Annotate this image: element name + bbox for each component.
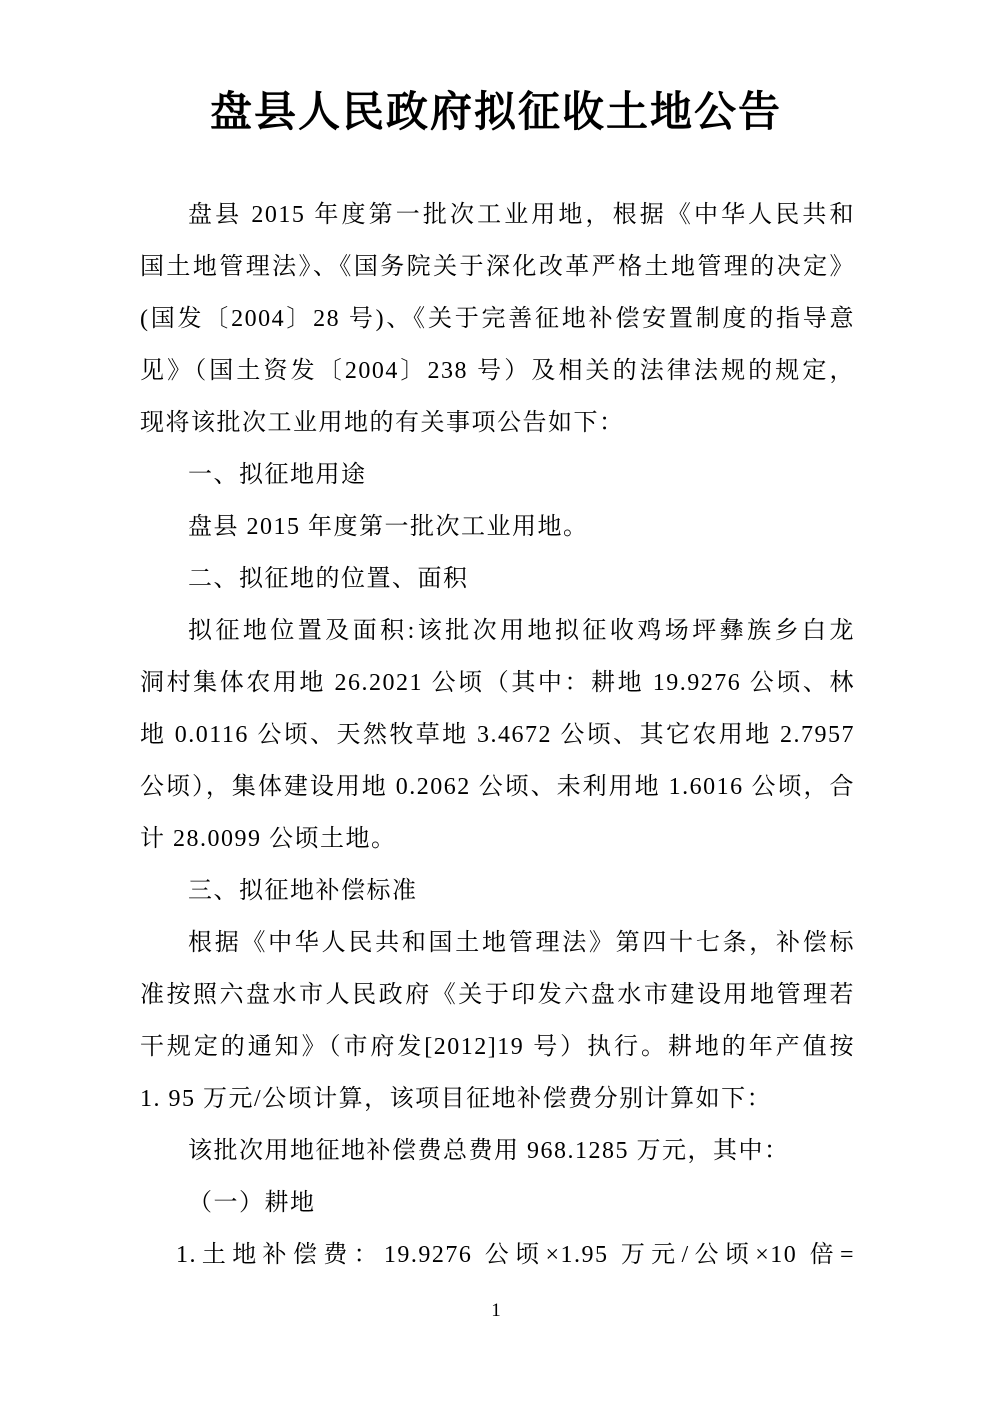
document-line: 国土地管理法》、《国务院关于深化改革严格土地管理的决定》 xyxy=(140,254,855,280)
page-title: 盘县人民政府拟征收土地公告 xyxy=(209,88,782,135)
document-line: 干规定的通知》（市府发[2012]19 号）执行。耕地的年产值按 xyxy=(140,1034,855,1060)
document-line: 准按照六盘水市人民政府《关于印发六盘水市建设用地管理若 xyxy=(140,982,855,1008)
document-line: 1.土地补偿费：19.9276 公顷×1.95 万元/公顷×10 倍= xyxy=(176,1242,855,1268)
page-number: 1 xyxy=(491,1300,501,1321)
document-body xyxy=(0,189,992,1281)
document-line: 拟征地位置及面积:该批次用地拟征收鸡场坪彝族乡白龙 xyxy=(188,618,855,644)
document-line: (国发〔2004〕28 号)、《关于完善征地补偿安置制度的指导意 xyxy=(140,306,855,332)
document-line: 盘县 2015 年度第一批次工业用地。 xyxy=(188,514,589,540)
document-line: 三、拟征地补偿标准 xyxy=(188,878,418,904)
document-line: 一、拟征地用途 xyxy=(188,462,367,488)
document-line: 二、拟征地的位置、面积 xyxy=(188,566,469,592)
document-line: 地 0.0116 公顷、天然牧草地 3.4672 公顷、其它农用地 2.7957 xyxy=(140,722,855,748)
document-line: 见》（国土资发〔2004〕238 号）及相关的法律法规的规定， xyxy=(140,358,855,384)
document-line: （一）耕地 xyxy=(188,1190,316,1216)
document-line: 公顷），集体建设用地 0.2062 公顷、未利用地 1.6016 公顷，合 xyxy=(140,774,855,800)
document-line: 洞村集体农用地 26.2021 公顷（其中：耕地 19.9276 公顷、林 xyxy=(140,670,855,696)
document-line: 该批次用地征地补偿费总费用 968.1285 万元，其中： xyxy=(188,1138,790,1164)
document-line: 现将该批次工业用地的有关事项公告如下： xyxy=(140,410,625,436)
document-line: 1. 95 万元/公顷计算，该项目征地补偿费分别计算如下： xyxy=(140,1086,773,1112)
document-line: 根据《中华人民共和国土地管理法》第四十七条，补偿标 xyxy=(188,930,855,956)
document-line: 盘县 2015 年度第一批次工业用地，根据《中华人民共和 xyxy=(188,202,855,228)
document-line: 计 28.0099 公顷土地。 xyxy=(140,826,397,852)
